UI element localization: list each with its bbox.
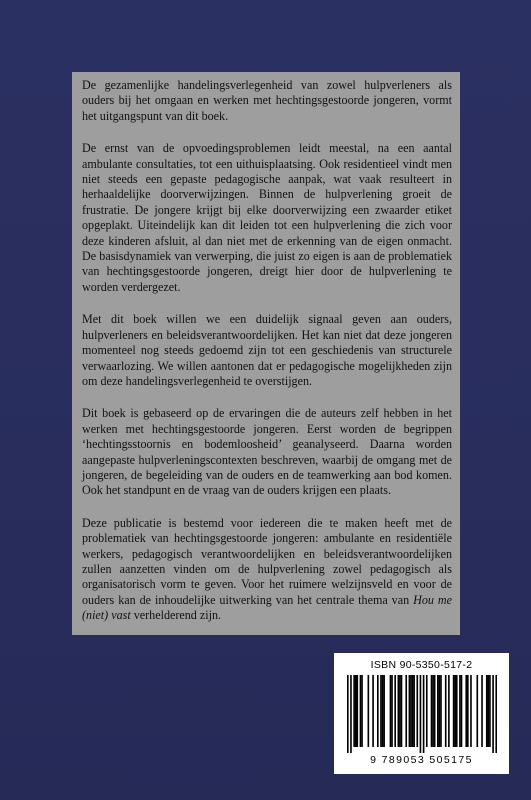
blurb-paragraph-5 <box>82 516 452 624</box>
barcode-bar <box>448 675 450 747</box>
barcode-bar <box>470 675 472 747</box>
barcode-bar <box>350 675 352 753</box>
barcode-bar <box>492 675 494 753</box>
barcode-bar <box>438 675 440 747</box>
barcode-bar <box>430 675 432 747</box>
barcode-bar <box>381 675 383 747</box>
barcode-bar <box>459 675 461 747</box>
barcode-bar <box>377 675 379 747</box>
barcode-bar <box>380 675 382 747</box>
barcode-bar <box>372 675 374 747</box>
barcode-bar <box>394 675 396 747</box>
barcode-bar <box>465 675 467 747</box>
blurb-paragraph-3: Met dit boek willen we een duidelijk signaal geven aan ouders, hulpverleners en beleidsverantwoordelijken. Het kan niet dat deze jongeren momenteel nog steeds gedoemd zijn tot een geschiedenis van structurele verwaarlozing. We willen aantonen dat er pedagogische mogelijkheden zijn om deze handelingsverlegenheid te overstijgen. <box>82 312 452 388</box>
barcode-bar <box>489 675 491 747</box>
barcode-bar <box>452 675 454 747</box>
barcode-bar <box>413 675 415 747</box>
blurb-paragraph-5-text: Deze publicatie is bestemd voor iedereen die te maken heeft met de problematiek van hechtingsgestoorde jongeren: ambulante en residentiële werkers, pedagogisch verantwoordelijken en beleidsverantwoordelijken zullen aanzetten vinden om de hulpverlening zowel pedagogisch als organisatorisch vorm te geven. Voor het ruimere welzijnsveld en voor de ouders kan de inhoudelijke uitwerking van het centrale thema van <box>82 515 452 607</box>
barcode-bar <box>347 675 349 753</box>
blurb-paragraph-5-end: verhelderend zijn. <box>130 608 222 623</box>
barcode-bar <box>361 675 363 747</box>
barcode-bar <box>408 675 410 747</box>
barcode-bar <box>440 675 442 747</box>
barcode-bar <box>356 675 358 747</box>
barcode-bar <box>487 675 489 747</box>
blurb-panel <box>72 72 460 635</box>
barcode-bar <box>460 675 462 747</box>
barcode-bar <box>495 675 497 753</box>
blurb-paragraph-2: De ernst van de opvoedingsproblemen leidt meestal, na een aantal ambulante consultaties, tot een uithuisplaatsing. Ook residentieel vindt men niet steeds een gepaste pedagogische aanpak, wat vaak resulteert in herhaaldelijke doorverwijzingen. Binnen de hulpverlening groeit de frustratie. De jongere krijgt bij elke doorverwijzing een zwaarder etiket opgeplakt. Uiteindelijk kan dit leiden tot een hulpverlening die zich voor deze kinderen afsluit, al dan niet met de erkenning van de eigen onmacht. De basisdynamiek van verwerping, die juist zo eigen is aan de problematiek van hechtingsgestoorde jongeren, dreigt hier door de hulpverlening te worden verdergezet. <box>82 141 452 294</box>
barcode-bar <box>422 675 424 753</box>
barcode-bar <box>454 675 456 747</box>
barcode-bar <box>383 675 385 747</box>
ean-digits: 9 789053 505175 <box>370 754 473 766</box>
barcode-bar <box>389 675 391 747</box>
isbn-label: ISBN 90-5350-517-2 <box>370 659 473 671</box>
blurb-paragraph-1: De gezamenlijke handelingsverlegenheid van zowel hulpverleners als ouders bij het omgaan en werken met hechtingsgestoorde jongeren, vormt het uitgangspunt van dit boek. <box>82 78 452 123</box>
barcode-bar <box>411 675 413 747</box>
barcode-panel <box>334 653 509 774</box>
barcode-bar <box>455 675 457 747</box>
barcode-bar <box>476 675 478 747</box>
book-title-italic: Hou me (niet) vast <box>82 592 453 623</box>
barcode-bar <box>399 675 401 747</box>
barcode-bar <box>437 675 439 747</box>
barcode-bar <box>433 675 435 747</box>
barcode-bar <box>416 675 418 747</box>
barcode-bar <box>397 675 399 747</box>
barcode-bar <box>444 675 446 747</box>
barcode-bar <box>405 675 407 747</box>
barcode-bar <box>354 675 356 747</box>
barcode-bar <box>432 675 434 747</box>
barcode-bar <box>391 675 393 747</box>
barcode-bar <box>410 675 412 747</box>
barcode-bar <box>425 675 427 747</box>
barcode-bar <box>353 675 355 747</box>
barcode-bar <box>367 675 369 747</box>
barcode-bar <box>485 675 487 747</box>
barcode-bar <box>359 675 361 747</box>
blurb-paragraph-4: Dit boek is gebaseerd op de ervaringen die de auteurs zelf hebben in het werken met hechtingsgestoorde jongeren. Eerst worden de begrippen ‘hechtingsstoornis en bodemloosheid’ geanalyseerd. Daarna worden aangepaste hulpverleningscontexten beschreven, waarbij de omgang met de jongeren, de begeleiding van de ouders en de teamwerking aan bod komen. Ook het standpunt en de vraag van de ouders krijgen een plaats. <box>82 406 452 498</box>
barcode-bars <box>347 675 497 753</box>
barcode-bar <box>481 675 483 747</box>
barcode-bar <box>467 675 469 747</box>
barcode-bar <box>419 675 421 753</box>
barcode-bar <box>400 675 402 747</box>
